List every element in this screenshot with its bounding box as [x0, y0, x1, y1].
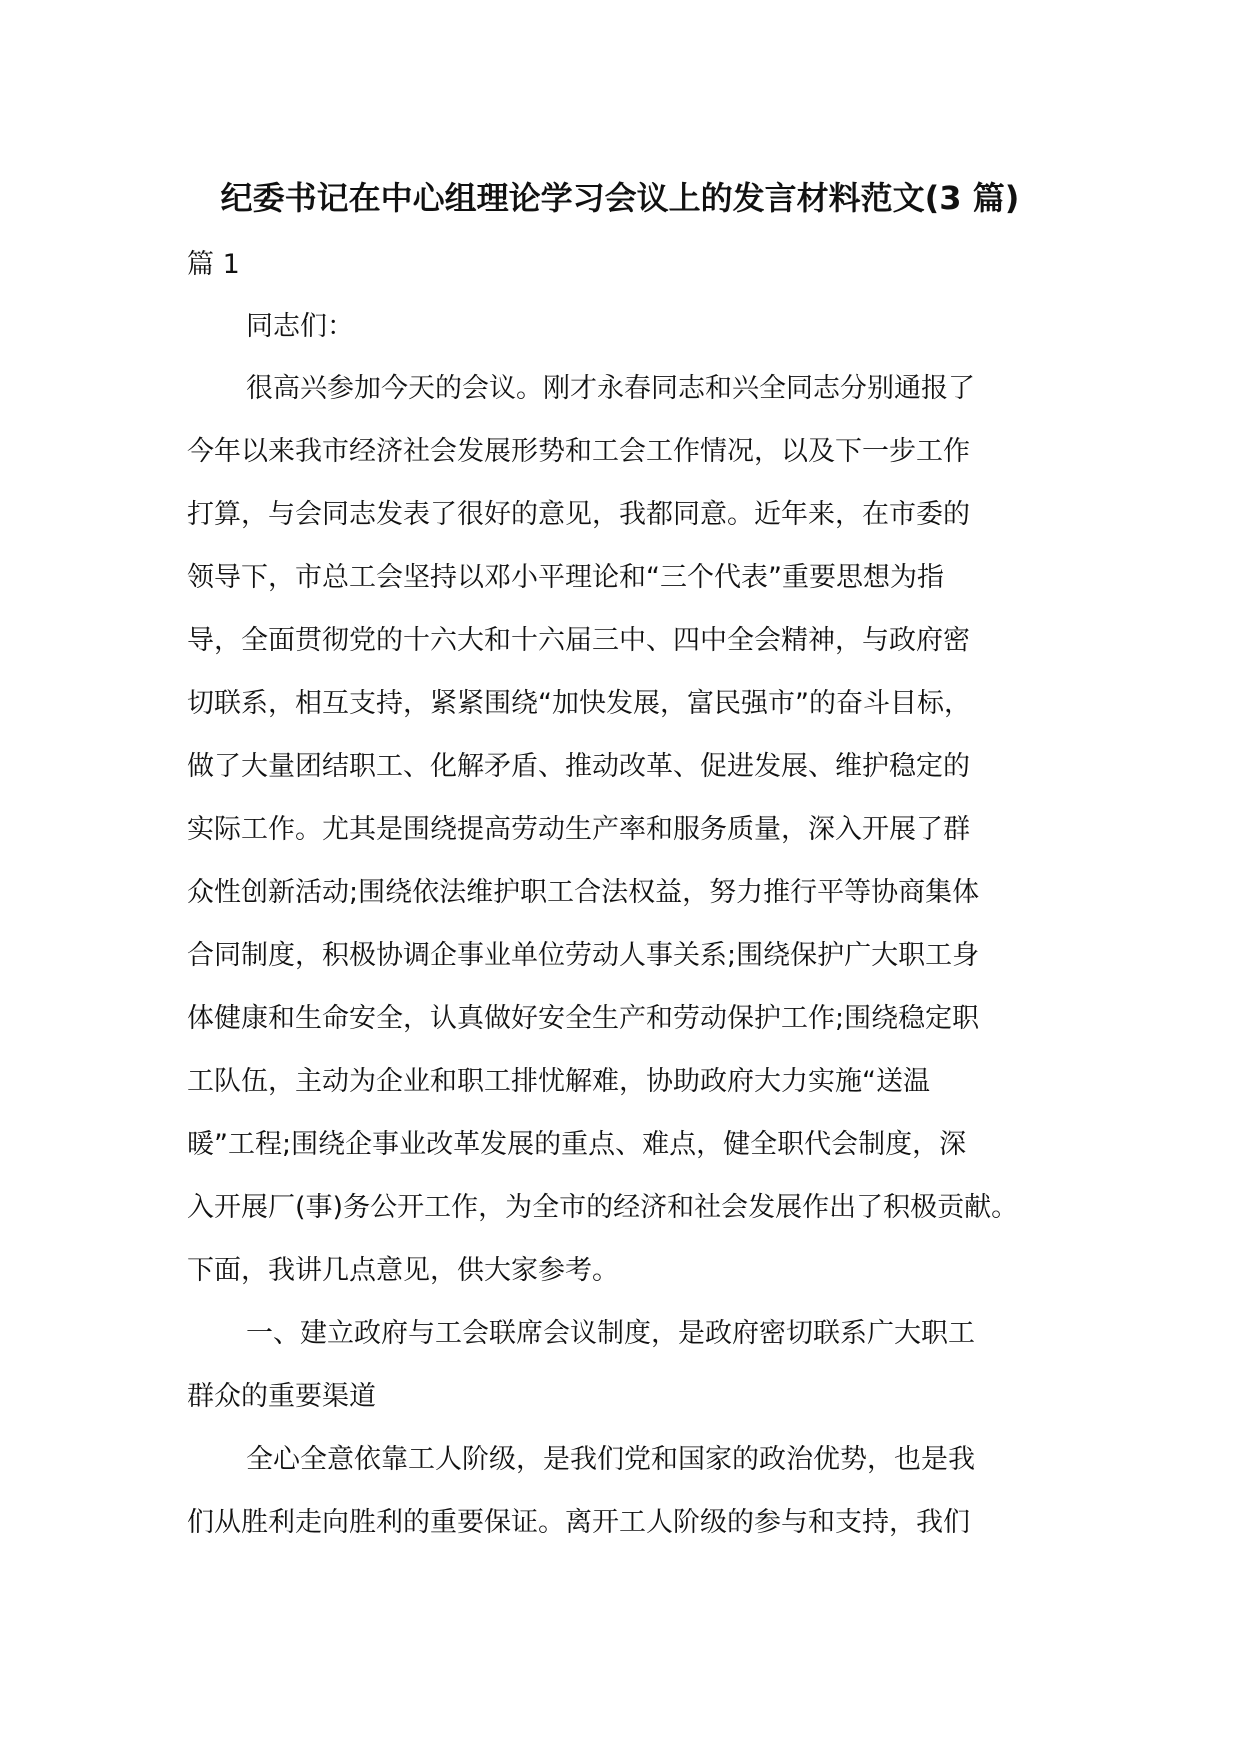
body-line: 打算，与会同志发表了很好的意见，我都同意。近年来，在市委的: [187, 499, 970, 530]
body-line: 领导下，市总工会坚持以邓小平理论和“三个代表”重要思想为指: [187, 562, 944, 593]
document-title: 纪委书记在中心组理论学习会议上的发言材料范文(3 篇): [220, 179, 1020, 217]
body-line: 们从胜利走向胜利的重要保证。离开工人阶级的参与和支持，我们: [187, 1507, 970, 1538]
body-line: 切联系，相互支持，紧紧围绕“加快发展，富民强市”的奋斗目标，: [187, 688, 971, 719]
body-line: 同志们：: [246, 311, 354, 342]
body-line: 入开展厂(事)务公开工作，为全市的经济和社会发展作出了积极贡献。: [187, 1192, 1019, 1223]
body-line: 实际工作。尤其是围绕提高劳动生产率和服务质量，深入开展了群: [187, 814, 970, 845]
body-line: 暖”工程;围绕企事业改革发展的重点、难点，健全职代会制度，深: [187, 1129, 967, 1160]
body-line: 下面，我讲几点意见，供大家参考。: [187, 1255, 619, 1286]
body-line: 体健康和生命安全，认真做好安全生产和劳动保护工作;围绕稳定职: [187, 1003, 980, 1034]
section-label: 篇 1: [187, 249, 240, 280]
body-line: 合同制度，积极协调企事业单位劳动人事关系;围绕保护广大职工身: [187, 940, 980, 971]
section-heading-line: 群众的重要渠道: [187, 1381, 376, 1412]
body-line: 工队伍，主动为企业和职工排忧解难，协助政府大力实施“送温: [187, 1066, 930, 1097]
body-line: 导，全面贯彻党的十六大和十六届三中、四中全会精神，与政府密: [187, 625, 970, 656]
body-line: 全心全意依靠工人阶级，是我们党和国家的政治优势，也是我: [246, 1444, 975, 1475]
body-line: 很高兴参加今天的会议。刚才永春同志和兴全同志分别通报了: [246, 373, 975, 404]
section-heading-line: 一、建立政府与工会联席会议制度，是政府密切联系广大职工: [246, 1318, 975, 1349]
body-line: 众性创新活动;围绕依法维护职工合法权益，努力推行平等协商集体: [187, 877, 980, 908]
body-line: 今年以来我市经济社会发展形势和工会工作情况，以及下一步工作: [187, 436, 970, 467]
body-line: 做了大量团结职工、化解矛盾、推动改革、促进发展、维护稳定的: [187, 751, 970, 782]
